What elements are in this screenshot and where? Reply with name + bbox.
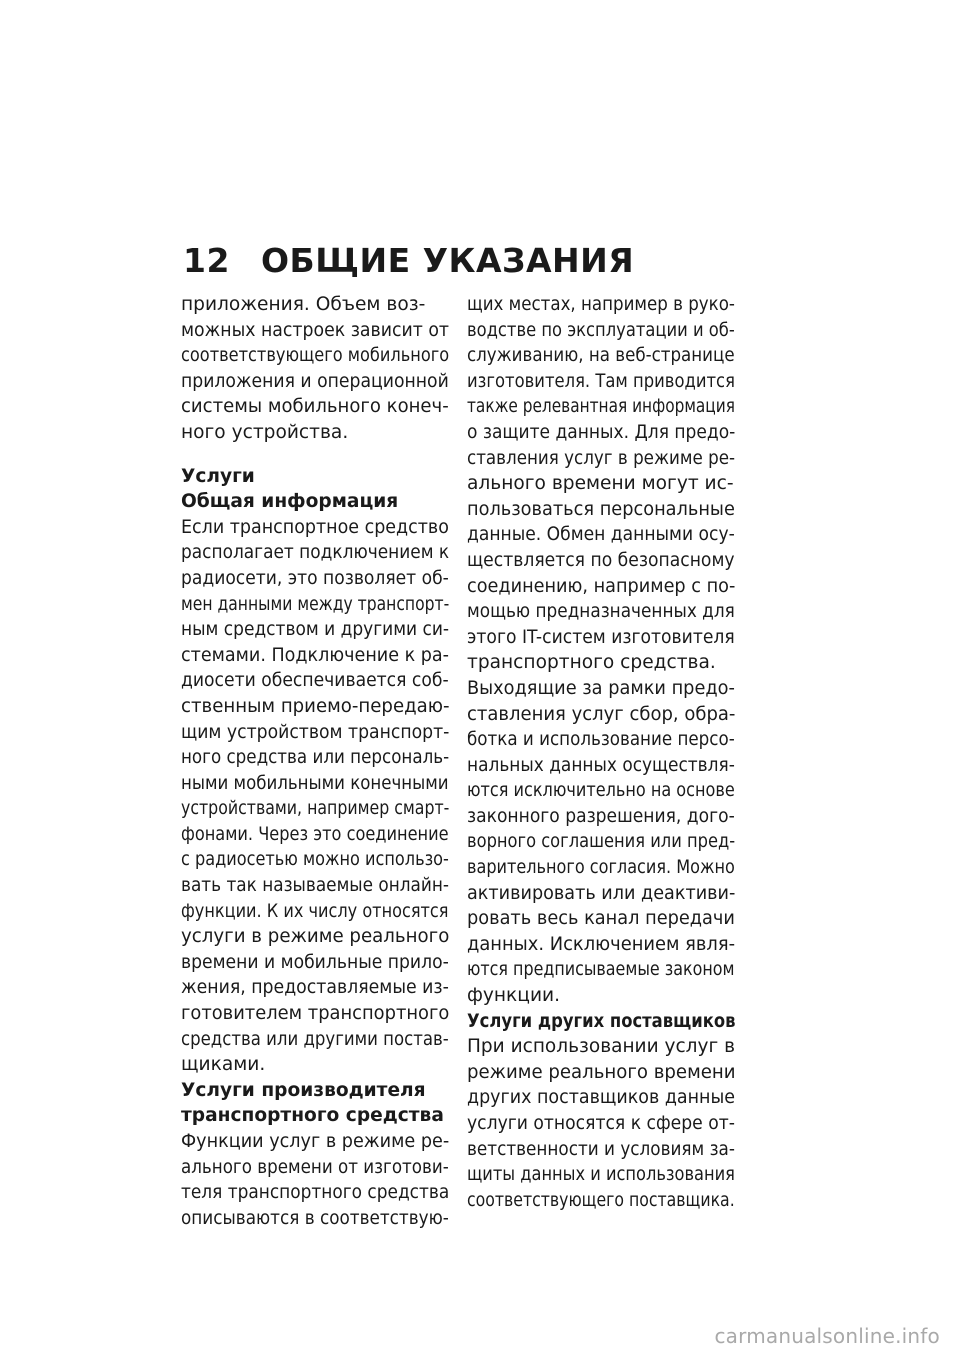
text-line: ального времени от изготови- <box>181 1156 449 1178</box>
text-line: активировать или деактиви- <box>467 882 736 904</box>
text-line: располагает подключением к <box>181 542 450 564</box>
paragraph <box>467 1034 735 1213</box>
text-line: изготовителя. Там приводится <box>467 370 735 392</box>
text-line: ного устройства. <box>181 421 349 443</box>
section-heading <box>181 1078 449 1129</box>
text-line: описываются в соответствую- <box>181 1207 449 1229</box>
heading-line: Услуги других поставщиков <box>467 1010 736 1032</box>
text-line: с радиосетью можно использо- <box>181 849 449 871</box>
text-line: ветственности и условиям за- <box>467 1138 735 1160</box>
text-line: функции. К их числу относятся <box>181 900 449 922</box>
text-line: радиосети, это позволяет об- <box>181 567 449 589</box>
text-line: соединению, например с по- <box>467 575 736 597</box>
text-line: режиме реального времени <box>467 1061 736 1083</box>
text-line: услуги относятся к сфере от- <box>467 1113 735 1134</box>
text-line: мощью предназначенных для <box>467 601 735 623</box>
page-header <box>183 241 634 285</box>
text-line: ального времени могут ис- <box>467 473 734 495</box>
watermark-text: carmanualsonline.info <box>714 1324 940 1348</box>
text-line: услуги в режиме реального <box>181 926 450 948</box>
paragraph <box>181 515 449 1078</box>
heading-line: Общая информация <box>181 491 399 513</box>
text-line: также релевантная информация <box>467 396 735 418</box>
text-line: щим устройством транспорт- <box>181 721 450 743</box>
text-line: мен данными между транспорт- <box>181 593 450 615</box>
text-line: времени и мобильные прило- <box>181 951 449 973</box>
text-line: ботка и использование персо- <box>467 729 735 751</box>
text-line: Функции услуг в режиме ре- <box>181 1131 450 1152</box>
text-line: вать так называемые онлайн- <box>181 875 450 897</box>
text-line: ворного соглашения или пред- <box>467 831 736 853</box>
text-line: готовителем транспортного <box>181 1003 450 1025</box>
chapter-title: ОБЩИЕ УКАЗАНИЯ <box>261 241 635 280</box>
heading-line: Услуги производителя <box>181 1079 426 1101</box>
text-line: ным средством и другими си- <box>181 619 450 641</box>
text-line: щиками. <box>181 1054 266 1076</box>
text-line: о защите данных. Для предо- <box>467 421 736 443</box>
text-line: средства или другими постав- <box>181 1028 449 1050</box>
text-line: системы мобильного конеч- <box>181 396 449 418</box>
text-line: соответствующего мобильного <box>181 345 450 367</box>
text-line: ются исключительно на основе <box>467 780 735 802</box>
text-line: приложения и операционной <box>181 370 449 392</box>
text-line: законного разрешения, дого- <box>467 805 735 827</box>
heading-line: транспортного средства <box>181 1105 444 1127</box>
text-line: можных настроек зависит от <box>181 319 449 341</box>
section-heading <box>181 489 449 515</box>
text-line: пользоваться персональные <box>467 498 735 520</box>
section-heading <box>467 1009 735 1035</box>
text-line: Если транспортное средство <box>181 516 449 538</box>
text-line: ставления услуг в режиме ре- <box>467 447 736 469</box>
text-line: водстве по эксплуатации и об- <box>467 319 735 341</box>
heading-line: Услуги <box>181 465 255 487</box>
paragraph <box>181 1129 449 1231</box>
text-line: соответствующего поставщика. <box>467 1189 735 1211</box>
text-line: служиванию, на веб-странице <box>467 345 735 367</box>
text-line: ными мобильными конечными <box>181 772 449 794</box>
text-line: варительного согласия. Можно <box>467 857 735 879</box>
left-text-column <box>181 292 449 1231</box>
text-line: данных. Исключением явля- <box>467 933 736 955</box>
text-line: теля транспортного средства <box>181 1182 450 1204</box>
text-line: приложения. Объем воз- <box>181 294 426 315</box>
text-line: данные. Обмен данными осу- <box>467 524 735 546</box>
paragraph <box>467 292 735 1009</box>
text-line: ственным приемо-передаю- <box>181 695 450 717</box>
text-line: жения, предоставляемые из- <box>181 977 449 999</box>
section-heading <box>181 464 449 490</box>
paragraph <box>181 292 449 446</box>
right-text-column <box>467 292 735 1213</box>
text-line: других поставщиков данные <box>467 1087 736 1109</box>
text-line: этого IT-систем изготовителя <box>467 626 735 648</box>
text-line: устройствами, например смарт- <box>181 798 450 820</box>
section-gap <box>181 446 449 464</box>
text-line: фонами. Через это соединение <box>181 823 449 845</box>
text-line: стемами. Подключение к ра- <box>181 644 449 666</box>
text-line: транспортного средства. <box>467 652 716 674</box>
text-line: ются предписываемые законом <box>467 959 735 981</box>
page-number: 12 <box>183 241 230 280</box>
text-line: функции. <box>467 985 561 1007</box>
text-line: нальных данных осуществля- <box>467 754 735 776</box>
text-line: Выходящие за рамки предо- <box>467 677 735 699</box>
text-line: ществляется по безопасному <box>467 549 735 571</box>
text-line: щиты данных и использования <box>467 1164 735 1186</box>
text-line: ставления услуг сбор, обра- <box>467 703 736 725</box>
text-line: диосети обеспечивается соб- <box>181 670 449 692</box>
text-line: щих местах, например в руко- <box>467 294 735 315</box>
text-line: При использовании услуг в <box>467 1036 736 1058</box>
text-line: ного средства или персональ- <box>181 747 450 769</box>
text-line: ровать весь канал передачи <box>467 908 735 930</box>
